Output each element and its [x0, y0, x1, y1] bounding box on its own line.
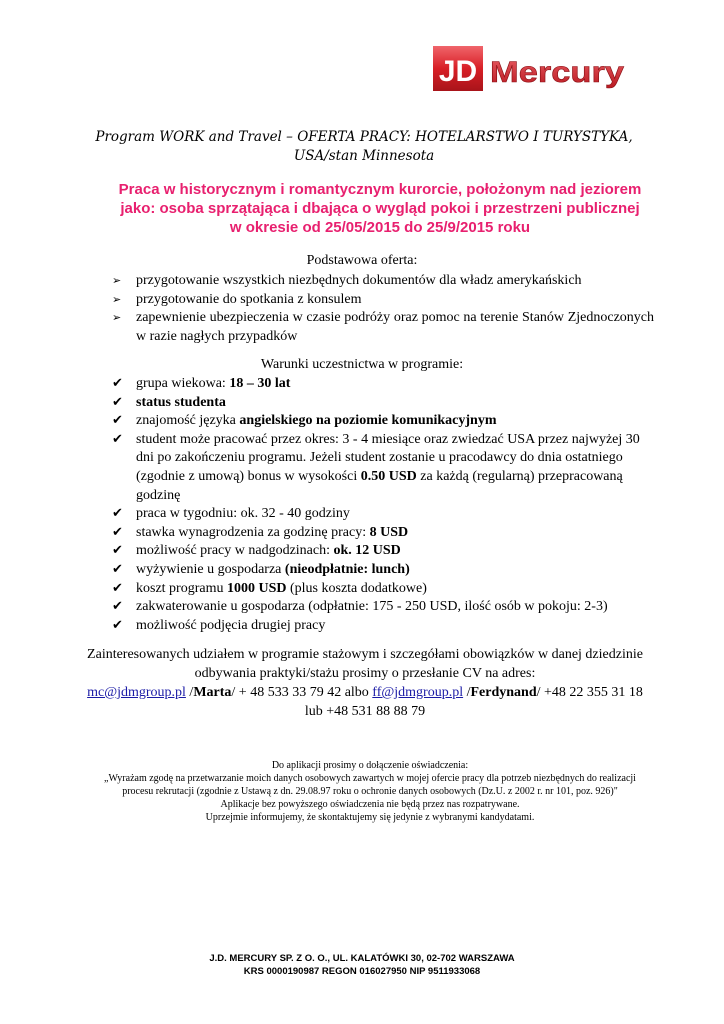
list-item: ✔ wyżywienie u gospodarza (nieodpłatnie: lunch) — [112, 561, 657, 580]
check-bullet-icon: ✔ — [112, 413, 123, 429]
list-item: ➢ przygotowanie wszystkich niezbędnych dokumentów dla władz amerykańskich — [112, 272, 654, 291]
arrow-bullet-icon: ➢ — [112, 292, 122, 306]
list-item: ✔ status studenta — [112, 394, 657, 413]
consent-intro: Do aplikacji prosimy o dołączenie oświadczenia: — [271, 760, 469, 771]
conditions-list — [112, 375, 657, 635]
check-bullet-icon: ✔ — [112, 506, 123, 522]
check-bullet-icon: ✔ — [112, 394, 123, 410]
logo-jd-text: JD — [438, 55, 478, 88]
check-bullet-icon: ✔ — [112, 543, 123, 559]
program-title — [90, 128, 638, 166]
list-item: ✔ student może pracować przez okres: 3 - 4 miesiące oraz zwiedzać USA przez najwyżej 30 dni po zakończeniu programu. Jeżeli student zostanie u pracodawcy do dnia ostatniego (zgodnie z umową) bonus w wysokości 0.50 USD za każdą (regularną) przepracowaną godzinę — [112, 431, 640, 503]
contact-intro-1: Zainteresowanych udziałem w programie stażowym i szczegółami obowiązków w danej dziedzinie — [87, 647, 643, 662]
check-bullet-icon: ✔ — [112, 561, 123, 577]
check-bullet-icon: ✔ — [112, 524, 123, 540]
jd-mercury-logo — [433, 46, 626, 91]
check-bullet-icon: ✔ — [112, 617, 123, 633]
consent-section — [100, 759, 640, 824]
company-footer — [120, 952, 604, 978]
check-bullet-icon: ✔ — [112, 431, 123, 447]
email-link-marta[interactable]: mc@jdmgroup.pl — [87, 685, 186, 700]
consent-quote: „Wyrażam zgodę na przetwarzanie moich danych osobowych zawartych w mojej ofercie pracy dla potrzeb niezbędnych do realizacji procesu rekrutacji (zgodnie z Ustawą z dn. 29.08.97 roku o ochronie danych osobowych (Dz.U. z 2002 r. nr 101, poz. 926)" — [104, 773, 636, 797]
list-item: ✔ praca w tygodniu: ok. 32 - 40 godziny — [112, 505, 657, 524]
list-item: ➢ przygotowanie do spotkania z konsulem — [112, 291, 654, 310]
program-title-line1: Program WORK and Travel – OFERTA PRACY: HOTELARSTWO I TURYSTYKA, — [95, 129, 633, 145]
check-bullet-icon: ✔ — [112, 580, 123, 596]
headline-line1: Praca w historycznym i romantycznym kurorcie, położonym nad jeziorem — [118, 181, 642, 198]
contact-name-marta: Marta — [193, 685, 232, 700]
contact-alt-phone: lub +48 531 88 88 79 — [304, 704, 426, 719]
list-item: ➢ zapewnienie ubezpieczenia w czasie podróży oraz pomoc na terenie Stanów Zjednoczonych w razie nagłych przypadków — [112, 310, 654, 344]
contact-name-ferdynand: Ferdynand — [470, 685, 537, 700]
consent-info: Uprzejmie informujemy, że skontaktujemy się jedynie z wybranymi kandydatami. — [205, 812, 535, 823]
contact-details: mc@jdmgroup.pl /Marta/ + 48 533 33 79 42 albo ff@jdmgroup.pl /Ferdynand/ +48 22 355 31 18 — [87, 685, 643, 700]
list-item: ✔ koszt programu 1000 USD (plus koszta dodatkowe) — [112, 580, 657, 599]
check-bullet-icon: ✔ — [112, 599, 123, 615]
headline-line2: jako: osoba sprzątająca i dbająca o wygląd pokoi i przestrzeni publicznej — [120, 200, 640, 217]
footer-address: J.D. MERCURY SP. Z O. O., UL. KALATÓWKI 30, 02-702 WARSZAWA — [209, 953, 515, 964]
basic-offer-list — [112, 272, 654, 346]
logo-mercury-text: Mercury — [490, 56, 625, 89]
list-item: ✔ możliwość podjęcia drugiej pracy — [112, 617, 657, 636]
check-bullet-icon: ✔ — [112, 376, 123, 391]
footer-registry: KRS 0000190987 REGON 016027950 NIP 9511933068 — [243, 966, 481, 977]
email-link-ferdynand[interactable]: ff@jdmgroup.pl — [372, 685, 464, 700]
basic-offer-title: Podstawowa oferta: — [306, 253, 418, 268]
contact-section — [80, 645, 650, 721]
headline-line3: w okresie od 25/05/2015 do 25/9/2015 roku — [229, 219, 531, 236]
arrow-bullet-icon: ➢ — [112, 274, 122, 287]
consent-note: Aplikacje bez powyższego oświadczenia nie będą przez nas rozpatrywane. — [220, 799, 520, 810]
list-item: ✔ możliwość pracy w nadgodzinach: ok. 12 USD — [112, 542, 657, 561]
conditions-title: Warunki uczestnictwa w programie: — [260, 357, 464, 372]
list-item: ✔ znajomość języka angielskiego na poziomie komunikacyjnym — [112, 412, 657, 431]
contact-intro-2: odbywania praktyki/stażu prosimy o przesłanie CV na adres: — [194, 666, 536, 681]
list-item: ✔ grupa wiekowa: 18 – 30 lat — [112, 375, 657, 394]
list-item: ✔ stawka wynagrodzenia za godzinę pracy: 8 USD — [112, 524, 657, 543]
list-item: ✔ zakwaterowanie u gospodarza (odpłatnie: 175 - 250 USD, ilość osób w pokoju: 2-3) — [112, 598, 657, 617]
offer-headline — [110, 180, 650, 237]
arrow-bullet-icon: ➢ — [112, 311, 122, 325]
program-title-line2: USA/stan Minnesota — [293, 148, 435, 164]
